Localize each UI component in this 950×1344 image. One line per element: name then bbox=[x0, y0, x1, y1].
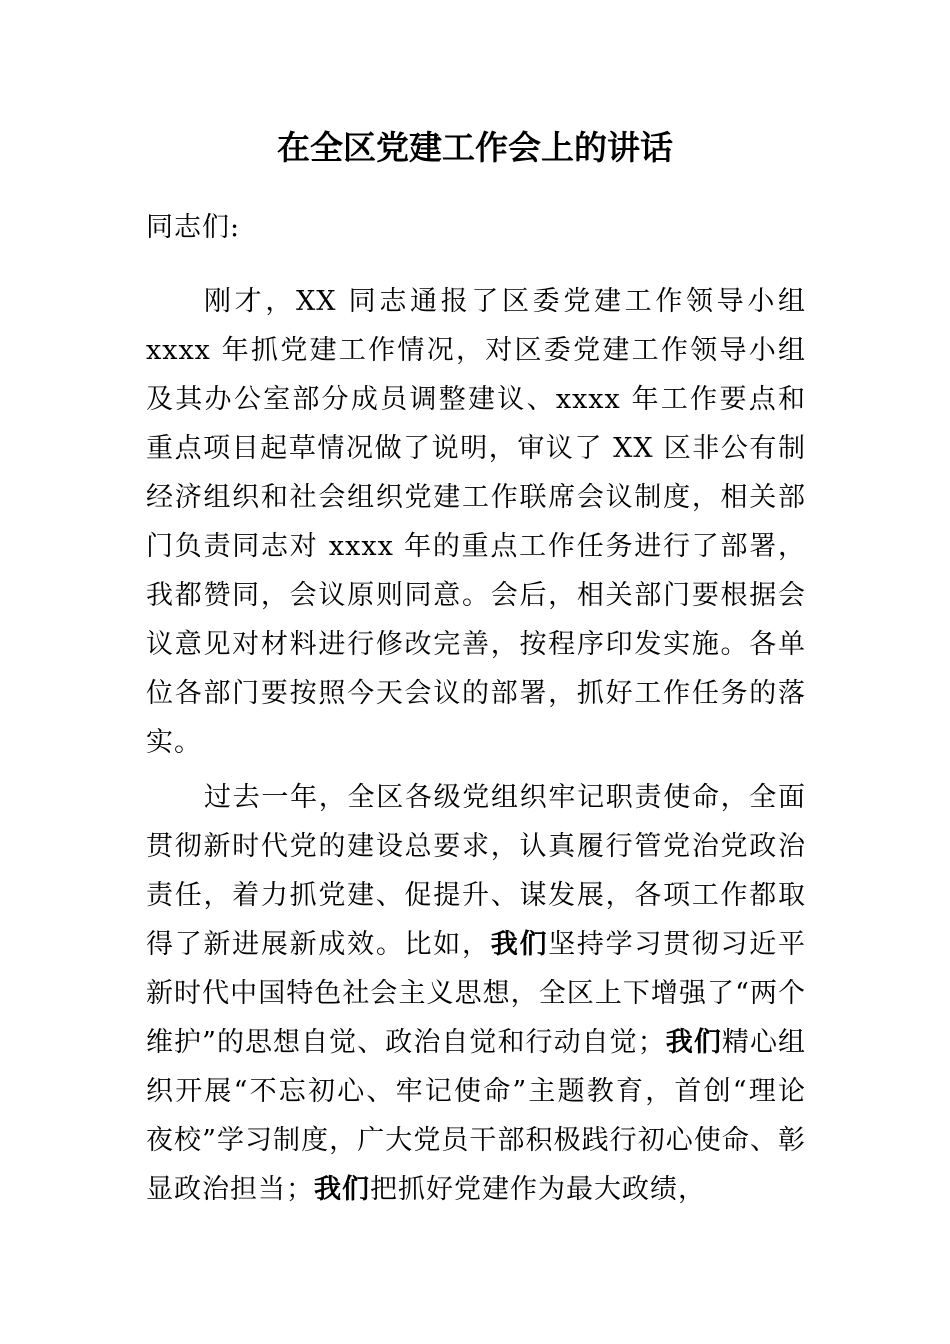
paragraph-2-part-4: 把抓好党建作为最大政绩， bbox=[370, 1174, 706, 1205]
paragraph-2-part-1: 过去一年，全区各级党组织牢记职责使命，全面贯彻新时代党的建设总要求，认真履行管党治党政治责任，着力抓党建、促提升、谋发展，各项工作都取得了新进展新成效。比如， bbox=[146, 782, 806, 960]
paragraph-1: 刚才，XX 同志通报了区委党建工作领导小组 xxxx 年抓党建工作情况，对区委党建工作领导小组及其办公室部分成员调整建议、xxxx 年工作要点和重点项目起草情况做了说明，审议了 XX 区非公有制经济组织和社会组织党建工作联席会议制度，相关部门负责同志对 xxxx 年的重点工作任务进行了部署，我都赞同，会议原则同意。会后，相关部门要根据会议意见对材料进行修改完善，按程序印发实施。各单位各部门要按照今天会议的部署，抓好工作任务的落实。 bbox=[146, 286, 806, 758]
paragraph-2 bbox=[146, 773, 806, 1214]
document-title: 在全区党建工作会上的讲话 bbox=[277, 128, 673, 167]
paragraph-2-part-3: 精心组织开展“不忘初心、牢记使命”主题教育，首创“理论夜校”学习制度，广大党员干部积极践行初心使命、彰显政治担当； bbox=[146, 1027, 806, 1205]
emphasis-women-2: 我们 bbox=[665, 1027, 722, 1058]
paragraph-2-part-2: 坚持学习贯彻习近平新时代中国特色社会主义思想，全区上下增强了“两个维护”的思想自觉、政治自觉和行动自觉； bbox=[146, 929, 807, 1058]
emphasis-women-1: 我们 bbox=[490, 929, 549, 960]
salutation: 同志们: bbox=[146, 212, 241, 243]
emphasis-women-3: 我们 bbox=[314, 1174, 370, 1205]
